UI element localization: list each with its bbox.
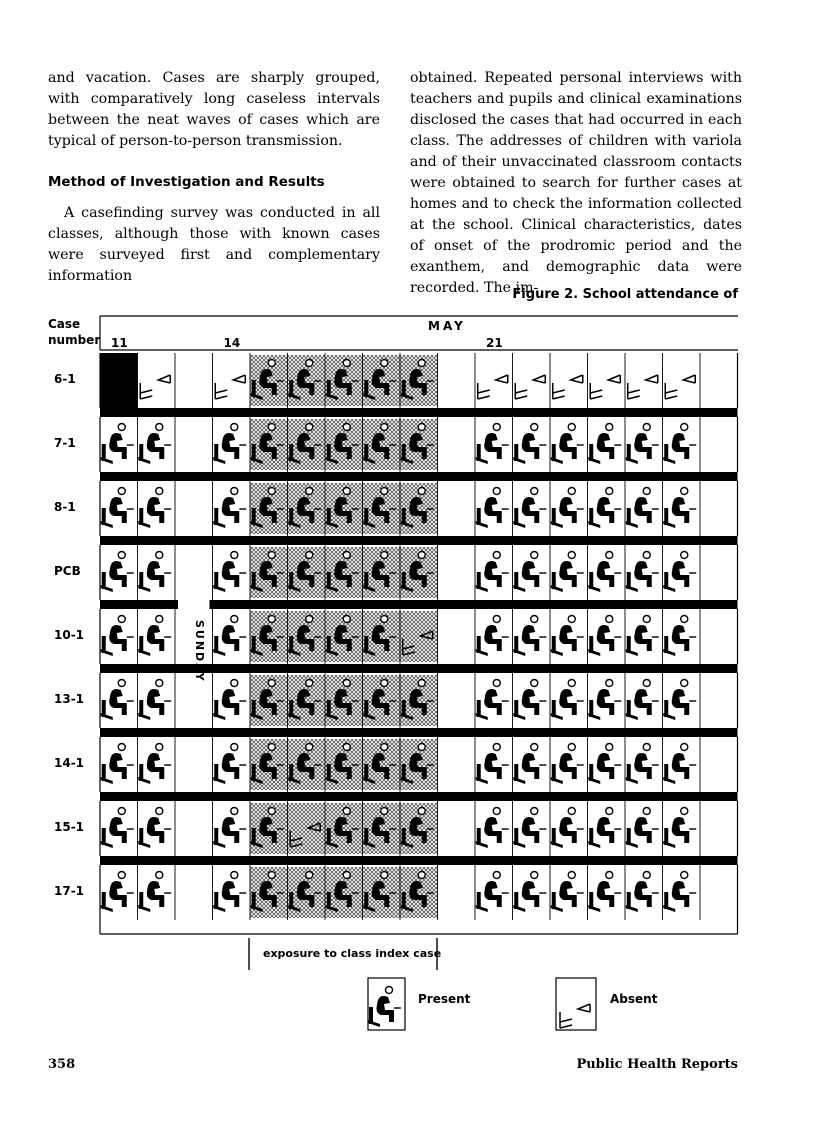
journal-name: Public Health Reports bbox=[576, 1057, 738, 1072]
attendance-cell bbox=[663, 609, 697, 664]
attendance-cell bbox=[625, 673, 659, 728]
day-tick-labels bbox=[111, 336, 503, 350]
case-number-label: 14-1 bbox=[54, 756, 85, 770]
attendance-row bbox=[54, 353, 738, 417]
attendance-cell bbox=[213, 673, 247, 728]
attendance-cell bbox=[663, 801, 697, 856]
attendance-row bbox=[54, 417, 738, 481]
attendance-row bbox=[54, 865, 738, 934]
attendance-cell bbox=[663, 353, 696, 408]
attendance-cell bbox=[138, 673, 172, 728]
attendance-cell bbox=[213, 801, 247, 856]
attendance-cell bbox=[475, 865, 509, 920]
attendance-cell bbox=[475, 545, 509, 600]
attendance-cell bbox=[513, 673, 547, 728]
attendance-cell bbox=[625, 545, 659, 600]
attendance-cell bbox=[663, 737, 697, 792]
number-label: number bbox=[48, 333, 101, 347]
day-tick-21: 21 bbox=[486, 336, 503, 350]
row-divider bbox=[100, 728, 738, 737]
attendance-cell bbox=[101, 488, 134, 529]
attendance-cell bbox=[138, 801, 172, 856]
attendance-cell bbox=[138, 865, 172, 920]
attendance-cell bbox=[588, 801, 622, 856]
attendance-cell bbox=[475, 609, 509, 664]
left-paragraph-2: A casefinding survey was conducted in all classes, although those with known cases were surveyed first and complementary information bbox=[48, 205, 380, 284]
right-paragraph-1: obtained. Repeated personal interviews with teachers and pupils and clinical examinations disclosed the cases that had occurred in each class. The addresses of children with variola and of their unvaccinated classroom contacts were obtained to search for further cases at homes and to check the information collected at the school. Clinical characteristics, dates of onset of the prodromic period and the exanthem, and demographic data were recorded. The im- bbox=[410, 70, 742, 296]
day-tick-14: 14 bbox=[223, 336, 241, 350]
attendance-cell bbox=[513, 545, 547, 600]
case-label: Case bbox=[48, 317, 81, 331]
attendance-cell bbox=[550, 545, 584, 600]
left-paragraph-1: and vacation. Cases are sharply grouped, with comparatively long caseless intervals between the neat waves of cases which are typical of person-to-person transmission. bbox=[48, 70, 380, 149]
attendance-cell bbox=[475, 353, 508, 408]
attendance-cell bbox=[513, 865, 547, 920]
attendance-cell bbox=[625, 801, 659, 856]
attendance-row bbox=[54, 609, 738, 673]
attendance-cell bbox=[513, 737, 547, 792]
legend-absent-label: Absent bbox=[610, 992, 658, 1006]
attendance-cell bbox=[101, 552, 134, 593]
month-label: MAY bbox=[428, 319, 466, 333]
attendance-cell bbox=[513, 609, 547, 664]
attendance-cell bbox=[625, 481, 659, 536]
case-number-label: 6-1 bbox=[54, 372, 76, 386]
attendance-cell bbox=[475, 801, 509, 856]
attendance-cell bbox=[213, 545, 247, 600]
attendance-cell bbox=[138, 353, 171, 408]
attendance-cell bbox=[138, 545, 172, 600]
attendance-cell bbox=[475, 417, 509, 472]
attendance-cell bbox=[588, 545, 622, 600]
attendance-cell bbox=[550, 353, 583, 408]
attendance-cell bbox=[663, 673, 697, 728]
attendance-cell bbox=[213, 609, 247, 664]
attendance-cell bbox=[588, 865, 622, 920]
attendance-cell bbox=[550, 673, 584, 728]
legend-present-label: Present bbox=[418, 992, 471, 1006]
figure-title: Figure 2. School attendance of bbox=[512, 287, 738, 302]
attendance-cell bbox=[475, 737, 509, 792]
attendance-cell bbox=[625, 609, 659, 664]
attendance-cell bbox=[101, 680, 134, 721]
attendance-cell bbox=[550, 737, 584, 792]
attendance-cell bbox=[213, 737, 247, 792]
attendance-row bbox=[54, 481, 738, 545]
attendance-cell bbox=[213, 417, 247, 472]
section-heading: Method of Investigation and Results bbox=[48, 174, 325, 190]
attendance-cell bbox=[213, 353, 246, 408]
attendance-row bbox=[54, 801, 738, 865]
page-number: 358 bbox=[48, 1057, 76, 1072]
row-divider bbox=[100, 792, 738, 801]
attendance-cell bbox=[513, 801, 547, 856]
attendance-cell bbox=[513, 481, 547, 536]
row-divider bbox=[100, 472, 738, 481]
attendance-cell bbox=[513, 353, 546, 408]
case-number-label: 13-1 bbox=[54, 692, 85, 706]
attendance-cell bbox=[138, 481, 172, 536]
attendance-cell bbox=[625, 865, 659, 920]
attendance-cell bbox=[625, 737, 659, 792]
attendance-cell bbox=[663, 481, 697, 536]
sunday-gap bbox=[178, 600, 210, 609]
attendance-cell bbox=[101, 808, 134, 849]
attendance-grid bbox=[54, 353, 738, 934]
attendance-cell bbox=[100, 353, 138, 408]
attendance-cell bbox=[101, 872, 134, 913]
attendance-cell bbox=[138, 737, 172, 792]
attendance-cell bbox=[663, 545, 697, 600]
row-divider bbox=[100, 856, 738, 865]
attendance-cell bbox=[101, 616, 134, 657]
attendance-cell bbox=[663, 417, 697, 472]
attendance-cell bbox=[513, 417, 547, 472]
attendance-cell bbox=[625, 417, 659, 472]
attendance-row bbox=[54, 545, 738, 609]
attendance-cell bbox=[475, 673, 509, 728]
case-number-label: 15-1 bbox=[54, 820, 85, 834]
attendance-cell bbox=[550, 801, 584, 856]
sunday-label: SUNDAY bbox=[193, 620, 206, 683]
legend-present bbox=[368, 978, 471, 1030]
attendance-row bbox=[54, 673, 738, 737]
attendance-cell bbox=[550, 481, 584, 536]
row-divider bbox=[100, 408, 738, 417]
row-divider bbox=[100, 536, 738, 545]
attendance-cell bbox=[588, 673, 622, 728]
attendance-cell bbox=[550, 865, 584, 920]
attendance-cell bbox=[138, 609, 172, 664]
attendance-cell bbox=[625, 353, 658, 408]
legend-absent bbox=[556, 978, 658, 1030]
attendance-row bbox=[54, 737, 738, 801]
case-number-label: PCB bbox=[54, 564, 81, 578]
attendance-cell bbox=[475, 481, 509, 536]
attendance-cell bbox=[588, 417, 622, 472]
attendance-cell bbox=[550, 417, 584, 472]
case-number-label: 7-1 bbox=[54, 436, 76, 450]
case-number-label: 8-1 bbox=[54, 500, 76, 514]
attendance-cell bbox=[663, 865, 697, 920]
attendance-cell bbox=[588, 353, 621, 408]
day-tick-11: 11 bbox=[111, 336, 128, 350]
attendance-cell bbox=[101, 744, 134, 785]
exposure-label: exposure to class index case bbox=[263, 947, 442, 960]
attendance-cell bbox=[588, 609, 622, 664]
attendance-cell bbox=[213, 865, 247, 920]
attendance-cell bbox=[101, 424, 134, 465]
attendance-cell bbox=[550, 609, 584, 664]
case-number-label: 17-1 bbox=[54, 884, 85, 898]
attendance-cell bbox=[588, 737, 622, 792]
attendance-cell bbox=[138, 417, 172, 472]
attendance-cell bbox=[588, 481, 622, 536]
case-number-label: 10-1 bbox=[54, 628, 85, 642]
attendance-cell bbox=[213, 481, 247, 536]
